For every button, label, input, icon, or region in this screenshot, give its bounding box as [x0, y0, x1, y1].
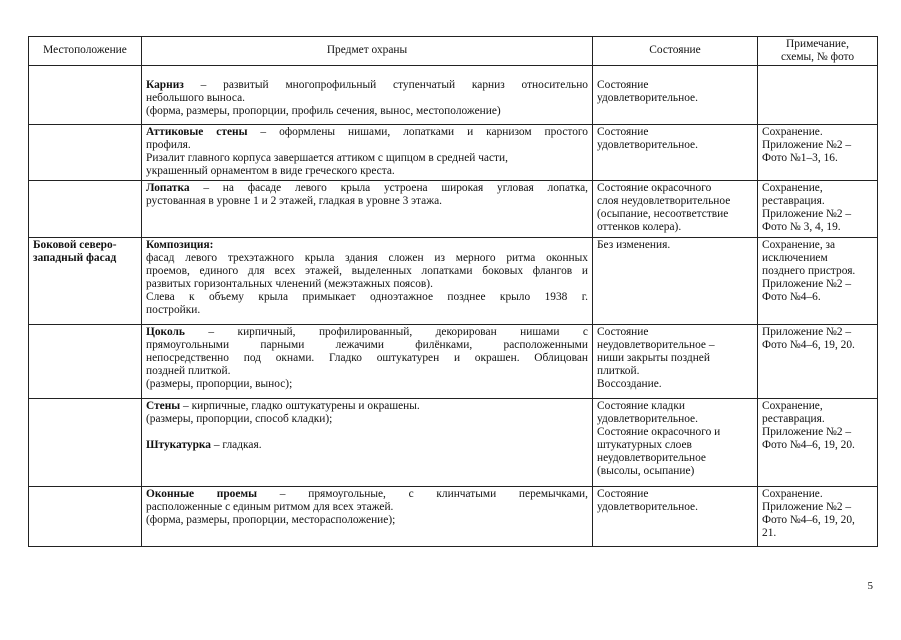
table-row — [29, 181, 878, 238]
subject-term: Цоколь — [146, 326, 185, 338]
cell-subject: Аттиковые стены – оформлены нишами, лопатками и карнизом простого профиля. Ризалит главного корпуса завершается аттиком с щипцом в средней части, украшенный орнаментом в виде греческого креста. — [142, 125, 593, 181]
subject-term: Композиция: — [146, 239, 214, 251]
header-location: Местоположение — [29, 37, 142, 66]
cell-subject: Композиция: фасад левого трехэтажного крыла здания сложен из мерного ритма оконных проемов, единого для всех этажей, выделенных лопатками боковых флангов и развитых горизонтальных членений (межэтажных поясов). Слева к объему крыла примыкает одноэтажное позднее крыло 1938 г. постройки. — [142, 238, 593, 325]
cell-subject: Стены – кирпичные, гладко оштукатурены и окрашены. (размеры, пропорции, способ кладки); Штукатурка – гладкая. — [142, 399, 593, 487]
subject-term: Стены — [146, 400, 181, 412]
table-row — [29, 487, 878, 547]
cell-state: Без изменения. — [593, 238, 758, 325]
cell-state: Состояние удовлетворительное. — [593, 487, 758, 547]
cell-subject: Карниз – развитый многопрофильный ступенчатый карниз относительно небольшого выноса. (форма, размеры, пропорции, профиль сечения, вынос, местоположение) — [142, 66, 593, 125]
location-label: западный фасад — [33, 252, 117, 265]
subject-first-line: Цоколь – кирпичный, профилированный, декорирован нишами с — [146, 326, 588, 338]
cell-subject: Цоколь – кирпичный, профилированный, декорирован нишами с прямоугольными парными лежачими филёнками, расположенными непосредственно под окнами. Гладко оштукатурен и окрашен. Облицован поздней плиткой. (размеры, пропорции, вынос); — [142, 325, 593, 399]
header-note-line: схемы, № фото — [780, 51, 855, 63]
cell-state: Состояние кладки удовлетворительное. Состояние окрасочного и штукатурных слоев неудовлетворительное (высолы, осыпание) — [593, 399, 758, 487]
cell-location — [29, 487, 142, 547]
header-note-line: Примечание, — [786, 37, 849, 50]
cell-note: Сохранение. Приложение №2 – Фото №1–3, 16. — [758, 125, 878, 181]
subject-term: Оконные проемы — [146, 488, 258, 500]
subject-first-line: Лопатка – на фасаде левого крыла устроена широкая угловая лопатка, — [146, 182, 588, 194]
header-subject: Предмет охраны — [142, 37, 593, 66]
cell-note: Сохранение, за исключением позднего пристроя. Приложение №2 – Фото №4–6. — [758, 238, 878, 325]
cell-state: Состояние неудовлетворительное – ниши закрыты поздней плиткой. Воссоздание. — [593, 325, 758, 399]
cell-note: Сохранение, реставрация. Приложение №2 – Фото № 3, 4, 19. — [758, 181, 878, 238]
cell-location — [29, 66, 142, 125]
table-row — [29, 66, 878, 125]
subject-first-line: Оконные проемы – прямоугольные, с клинчатыми перемычками, — [146, 488, 588, 500]
protection-subject-table — [28, 36, 878, 547]
subject-term: Аттиковые стены — [146, 126, 248, 138]
cell-note: Сохранение. Приложение №2 – Фото №4–6, 19, 20, 21. — [758, 487, 878, 547]
table-row — [29, 125, 878, 181]
subject-term: Карниз — [146, 79, 184, 91]
cell-location — [29, 399, 142, 487]
page-number: 5 — [867, 580, 873, 592]
cell-location — [29, 325, 142, 399]
table-row — [29, 399, 878, 487]
cell-subject: Оконные проемы – прямоугольные, с клинчатыми перемычками, расположенные с единым ритмом для всех этажей. (форма, размеры, пропорции, месторасположение); — [142, 487, 593, 547]
cell-note: Сохранение, реставрация. Приложение №2 – Фото №4–6, 19, 20. — [758, 399, 878, 487]
location-label: Боковой северо- — [33, 239, 117, 251]
table-row — [29, 325, 878, 399]
subject-first-line: Карниз – развитый многопрофильный ступенчатый карниз относительно — [146, 79, 588, 91]
cell-location — [29, 181, 142, 238]
header-note — [758, 37, 878, 66]
table-row — [29, 238, 878, 325]
subject-first-line: Аттиковые стены – оформлены нишами, лопатками и карнизом простого — [146, 126, 588, 138]
subject-second-line: Штукатурка – гладкая. — [146, 439, 262, 452]
cell-note — [758, 66, 878, 125]
cell-state: Состояние окрасочного слоя неудовлетворительное (осыпание, несоответствие оттенков колера). — [593, 181, 758, 238]
cell-state: Состояние удовлетворительное. — [593, 66, 758, 125]
cell-location — [29, 125, 142, 181]
table-header-row — [29, 37, 878, 66]
header-state: Состояние — [593, 37, 758, 66]
cell-note: Приложение №2 – Фото №4–6, 19, 20. — [758, 325, 878, 399]
cell-subject: Лопатка – на фасаде левого крыла устроена широкая угловая лопатка, рустованная в уровне 1 и 2 этажей, гладкая в уровне 3 этажа. — [142, 181, 593, 238]
subject-term: Лопатка — [146, 182, 190, 194]
cell-state: Состояние удовлетворительное. — [593, 125, 758, 181]
cell-location — [29, 238, 142, 325]
subject-term: Штукатурка — [146, 439, 212, 452]
subject-first-line: Стены – кирпичные, гладко оштукатурены и окрашены. — [146, 400, 420, 412]
